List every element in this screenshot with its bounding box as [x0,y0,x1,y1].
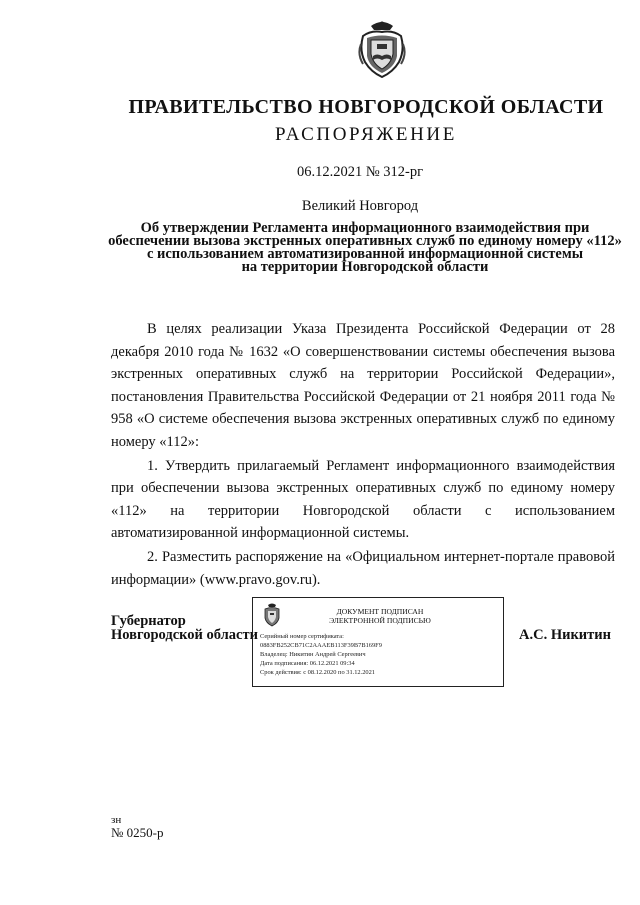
stamp-title [305,607,455,625]
subject-line: с использованием автоматизированной информационной системы [146,246,584,262]
government-title: ПРАВИТЕЛЬСТВО НОВГОРОДСКОЙ ОБЛАСТИ [128,96,604,118]
signatory-position-line: Новгородской области [111,627,258,643]
subject-line: на территории Новгородской области [241,259,489,275]
document-subject [105,222,625,274]
electronic-signature-stamp [252,597,504,687]
order-item-1: 1. Утвердить прилагаемый Регламент информационного взаимодействия при обеспечении вызова экстренных оперативных служб по единому номеру «112» на территории Новгородской области с использованием автоматизированной информационной системы. [111,457,615,542]
region-coat-of-arms-icon [357,20,407,78]
stamp-validity: Срок действия: с 08.12.2020 по 31.12.2021 [260,669,376,676]
subject-line: Об утверждении Регламента информационного взаимодействия при [140,220,590,236]
document-date-number: 06.12.2021 № 312-рг [296,164,424,180]
stamp-title-line: ДОКУМЕНТ ПОДПИСАН [336,607,424,616]
stamp-serial-label: Серийный номер сертификата: [260,633,344,640]
document-body [111,318,615,591]
signatory-position-line: Губернатор [111,613,186,629]
signatory-name: А.С. Никитин [519,627,611,643]
executor-initials: зн [111,814,122,826]
stamp-owner: Владелец: Никитин Андрей Сергеевич [260,651,366,658]
stamp-coat-of-arms-icon [262,603,282,627]
signatory-position [111,614,258,642]
document-city: Великий Новгород [301,198,419,214]
stamp-serial-number: 0883FB252CB71C2AAAEB113F39B7B169F9 [260,642,382,649]
order-item-2: 2. Разместить распоряжение на «Официальном интернет-портале правовой информации» (www.pravo.gov.ru). [111,548,615,588]
stamp-title-line: ЭЛЕКТРОННОЙ ПОДПИСЬЮ [329,616,431,625]
document-type-title: РАСПОРЯЖЕНИЕ [275,124,457,145]
registration-number: № 0250-р [111,825,164,840]
stamp-signed-date: Дата подписания: 06.12.2021 09:34 [260,660,355,667]
subject-line: обеспечении вызова экстренных оперативных служб по единому номеру «112» [108,233,622,249]
preamble-paragraph: В целях реализации Указа Президента Российской Федерации от 28 декабря 2010 года № 1632 «О совершенствовании системы обеспечения вызова экстренных оперативных служб на территории Российской Федерации», постановления Правительства Российской Федерации от 21 ноября 2011 года № 958 «О системе обеспечения вызова экстренных оперативных служб по единому номеру «112»: [111,321,615,450]
